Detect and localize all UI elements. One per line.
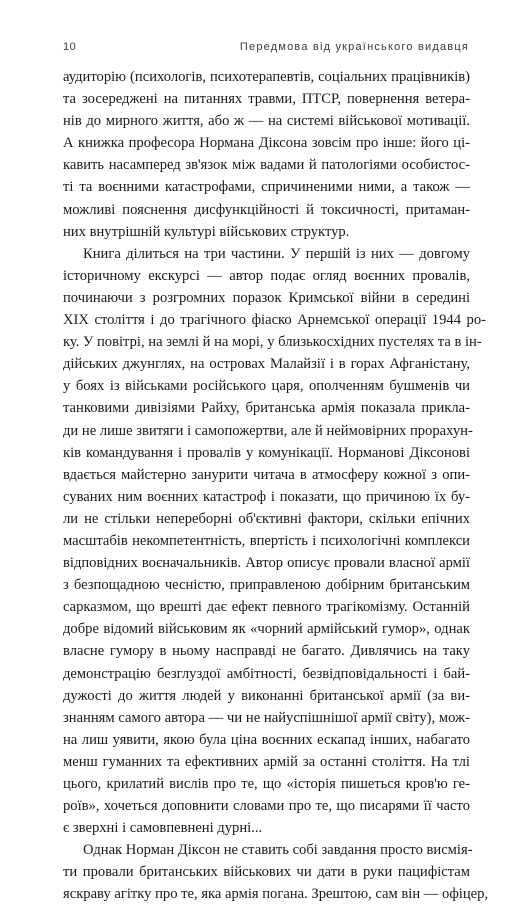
text-line: історичному екскурсі — автор подає огляд воєнних провалів, [63,267,470,284]
text-line: менш гуманних та ефективних армій за останні століття. На тлі [63,753,470,770]
text-line: демонстрацію безглуздої амбітності, безвідповідальності і бай- [63,665,470,682]
text-line: на лиш уявити, якою була ціна воєнних ескапад інших, набагато [63,731,470,748]
text-line: аудиторію (психологів, психотерапевтів, соціальних працівників) [63,69,470,85]
paragraph [63,839,489,905]
text-line: власне гумору в ньому насправді не багато. Дивлячись на таку [63,643,470,660]
text-line: них внутрішній культурі військових структур. [63,223,350,240]
text-line: сарказмом, що врешті дає ефект певного трагікомізму. Останній [63,599,470,616]
body-text [63,66,489,906]
text-line: цього, крилатий вислів про те, що «історія пишеться кров'ю ге- [63,776,470,792]
text-line: ди не лише звитяги і самопожертви, але й неймовірних прорахун- [63,422,473,439]
text-line: А книжка професора Нормана Діксона зовсім про інше: його ці- [63,135,470,152]
text-line: знанням самого автора — чи не найуспішнішої армії світу), мож- [63,709,470,726]
text-line: та зосереджені на питаннях травми, ПТСР, повернення ветера- [63,91,470,108]
text-line: Однак Норман Діксон не ставить собі завдання просто висмія- [83,842,473,859]
text-line: можливі пояснення дисфункційності й токсичності, притаман- [63,201,470,218]
text-line: починаючи з розгромних поразок Кримської війни в середині [63,289,470,306]
text-line: Книга ділиться на три частини. У першій із них — довгому [83,245,470,262]
paragraph [63,243,486,840]
page-number: 10 [63,41,77,53]
text-line: з безпощадною чесністю, приправленою добірним британським [63,577,470,594]
text-line: ті та воєнними катастрофами, спричиненими ними, а також — [63,179,470,196]
page-header [63,41,469,57]
text-line: яскраву агітку про те, яка армія погана. Зрештою, сам він — офіцер, [63,886,489,903]
text-line: ли не стільки непереборні об'єктивні фактори, скільки епічних [63,510,470,527]
text-line: масштабів некомпетентність, впертість і психологічні комплекси [63,532,470,549]
text-line: ти провали британських військових чи дати в руки пацифістам [63,864,470,881]
text-line: є зверхні і самовпевнені дурні... [63,820,263,837]
text-line: вдається майстерно занурити читача в атмосферу кожної з опи- [63,466,470,483]
text-line: нів до мирного життя, або ж — на системі військової мотивації. [63,113,470,130]
paragraph [63,66,470,243]
text-line: відповідних воєначальників. Автор описує провали власної армії [63,555,470,572]
text-line: ків командування і провалів у комунікації. Нормановi Діксонові [63,444,470,461]
text-line: дужості до життя людей у виконанні британської армії (за ви- [63,687,470,704]
text-line: у боях із військами російського царя, ополченням бушменів чи [63,378,470,395]
text-line: роїв», хочеться доповнити словами про те, що писарями її часто [63,798,470,815]
text-line: ку. У повітрі, на землі й на морі, у близькосхідних пустелях та в ін- [63,334,482,351]
text-line: добре відомий військовим як «чорний армійський гумор», однак [63,621,470,638]
text-line: танковими дивізіями Райху, британська армія показала прикла- [63,400,470,417]
text-line: кавить насамперед зв'язок між вадами й патологіями особистос- [63,157,470,174]
running-head: Передмова від українського видавця [239,41,469,53]
text-line: дійських джунглях, на островах Малайзії і в горах Афганістану, [63,356,470,373]
text-line: суваних ним воєнних катастроф і показати, що причиною їх бу- [63,488,470,505]
text-line: XIX століття і до трагічного фіаско Арнемської операції 1944 ро- [63,312,486,329]
